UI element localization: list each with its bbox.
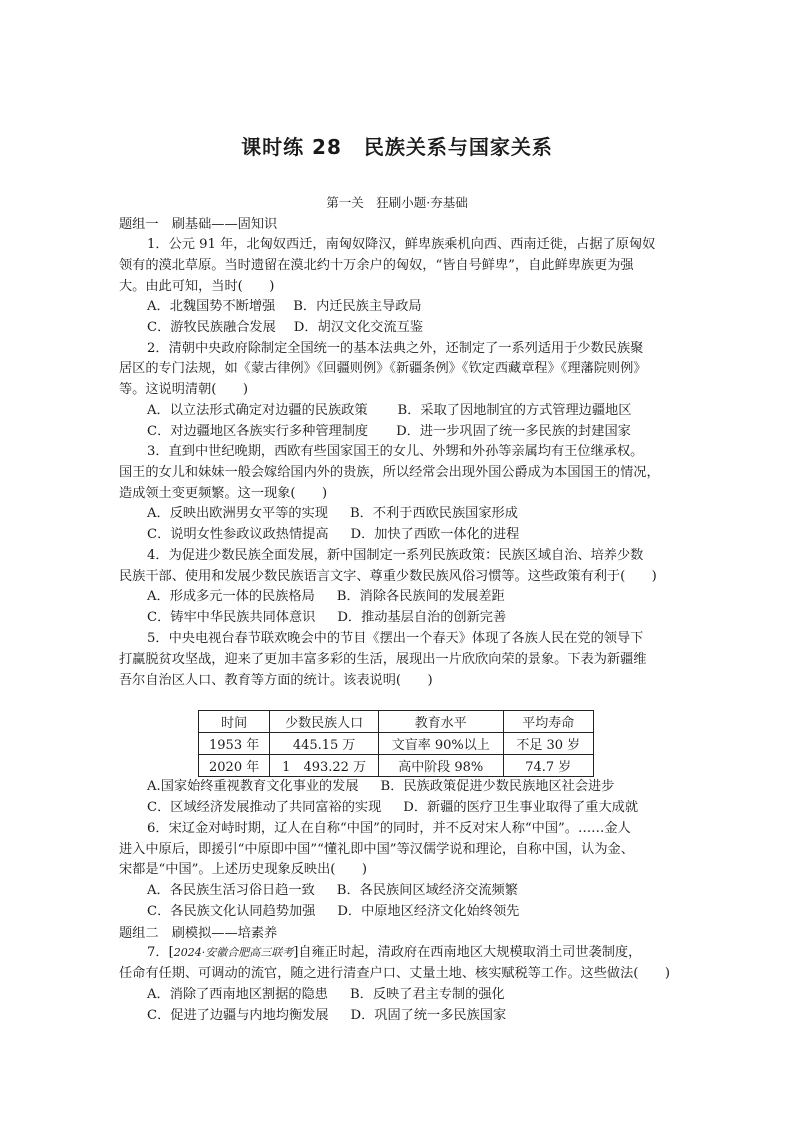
question-2-line-3: 等。这说明清朝( ) (119, 382, 248, 397)
table-header-row (199, 711, 594, 733)
question-2-line-2: 居区的专门法规，如《蒙古律例》《回疆则例》《新疆条例》《钦定西藏章程》《理藩院则例》 (119, 361, 647, 376)
question-1-options-cd: C．游牧民族融合发展 D．胡汉文化交流互鉴 (147, 320, 424, 335)
group-heading-1: 题组一 刷基础——固知识 (119, 217, 278, 232)
question-1-line-2: 领有的漠北草原。当时遗留在漠北约十万余户的匈奴，“皆自号鲜卑”，自此鲜卑族更为强 (119, 258, 634, 273)
question-6-line-1: 6．宋辽金对峙时期，辽人在自称“中国”的同时，并不反对宋人称“中国”。……金人 (147, 821, 631, 836)
table-row (199, 755, 594, 777)
table-cell: 1953 年 (199, 733, 270, 755)
question-3-options-cd: C．说明女性参政议政热情提高 D．加快了西欧一体化的进程 (147, 527, 520, 542)
question-3-options-ab: A．反映出欧洲男女平等的实现 B．不利于西欧民族国家形成 (147, 506, 518, 521)
question-5-line-1: 5．中央电视台春节联欢晚会中的节目《摆出一个春天》体现了各族人民在党的领导下 (147, 631, 644, 646)
table-cell: 1 493.22 万 (270, 755, 379, 777)
question-6-line-3: 宋都是“中国”。上述历史现象反映出( ) (119, 862, 367, 877)
question-1-line-3: 大。由此可知，当时( ) (119, 279, 275, 294)
page-title: 课时练 28 民族关系与国家关系 (241, 135, 553, 159)
question-3-line-1: 3．直到中世纪晚期，西欧有些国家国王的女儿、外甥和外孙等亲属均有王位继承权。 (147, 444, 644, 459)
question-7-line-2: 任命有任期、可调动的流官，随之进行清查户口、丈量土地、核实赋税等工作。这些做法( ) (119, 966, 670, 981)
question-7-line-1: 7．[2024·安徽合肥高三联考]自雍正时起，清政府在西南地区大规模取消土司世袭制度， (147, 945, 642, 960)
question-5-options-cd: C．区域经济发展推动了共同富裕的实现 D．新疆的医疗卫生事业取得了重大成就 (147, 800, 639, 815)
table-row (199, 733, 594, 755)
question-7-options-cd: C．促进了边疆与内地均衡发展 D．巩固了统一多民族国家 (147, 1008, 507, 1023)
question-4-options-cd: C．铸牢中华民族共同体意识 D．推动基层自治的创新完善 (147, 610, 507, 625)
question-6-line-2: 进入中原后，即援引“中原即中国”“懂礼即中国”等汉儒学说和理论，自称中国，认为金、 (119, 842, 634, 857)
section-heading: 第一关 狂刷小题·夯基础 (326, 195, 468, 210)
table-cell: 不足 30 岁 (503, 733, 594, 755)
table-header-cell: 教育水平 (379, 711, 504, 733)
question-7-options-ab: A．消除了西南地区割据的隐患 B．反映了君主专制的强化 (147, 987, 505, 1002)
table-cell: 高中阶段 98% (379, 755, 504, 777)
question-5-line-3: 吾尔自治区人口、教育等方面的统计。该表说明( ) (119, 673, 433, 688)
question-3-line-3: 造成领土变更频繁。这一现象( ) (119, 486, 328, 501)
table-cell: 文盲率 90%以上 (379, 733, 504, 755)
question-5-options-ab: A.国家始终重视教育文化事业的发展 B．民族政策促进少数民族地区社会进步 (147, 779, 615, 794)
question-2-line-1: 2．清朝中央政府除制定全国统一的基本法典之外，还制定了一系列适用于少数民族聚 (147, 341, 644, 356)
table-header-cell: 少数民族人口 (270, 711, 379, 733)
question-3-line-2: 国王的女儿和妹妹一般会嫁给国内外的贵族，所以经常会出现外国公爵成为本国国王的情况， (119, 465, 660, 480)
table-header-cell: 平均寿命 (503, 711, 594, 733)
question-6-options-ab: A．各民族生活习俗日趋一致 B．各民族间区域经济交流频繁 (147, 883, 518, 898)
question-7-source: 2024·安徽合肥高三联考 (173, 946, 294, 959)
group-heading-2: 题组二 刷模拟——培素养 (119, 926, 278, 941)
question-6-options-cd: C．各民族文化认同趋势加强 D．中原地区经济文化始终领先 (147, 904, 520, 919)
statistics-table (198, 710, 594, 777)
question-1-line-1: 1．公元 91 年，北匈奴西迁，南匈奴降汉，鲜卑族乘机向西、西南迁徙，占据了原匈奴 (147, 237, 656, 252)
table-header-cell: 时间 (199, 711, 270, 733)
question-2-options-ab: A．以立法形式确定对边疆的民族政策 B．采取了因地制宜的方式管理边疆地区 (147, 403, 632, 418)
question-4-line-1: 4．为促进少数民族全面发展，新中国制定一系列民族政策：民族区域自治、培养少数 (147, 548, 644, 563)
question-4-line-2: 民族干部、使用和发展少数民族语言文字、尊重少数民族风俗习惯等。这些政策有利于( ) (119, 569, 657, 584)
table-cell: 445.15 万 (270, 733, 379, 755)
question-1-options-ab: A．北魏国势不断增强 B．内迁民族主导政局 (147, 299, 422, 314)
table-cell: 2020 年 (199, 755, 270, 777)
question-4-options-ab: A．形成多元一体的民族格局 B．消除各民族间的发展差距 (147, 589, 505, 604)
question-5-line-2: 打赢脱贫攻坚战，迎来了更加丰富多彩的生活，展现出一片欣欣向荣的景象。下表为新疆维 (119, 652, 647, 667)
table-cell: 74.7 岁 (503, 755, 594, 777)
question-2-options-cd: C．对边疆地区各族实行多种管理制度 D．进一步巩固了统一多民族的封建国家 (147, 424, 631, 439)
